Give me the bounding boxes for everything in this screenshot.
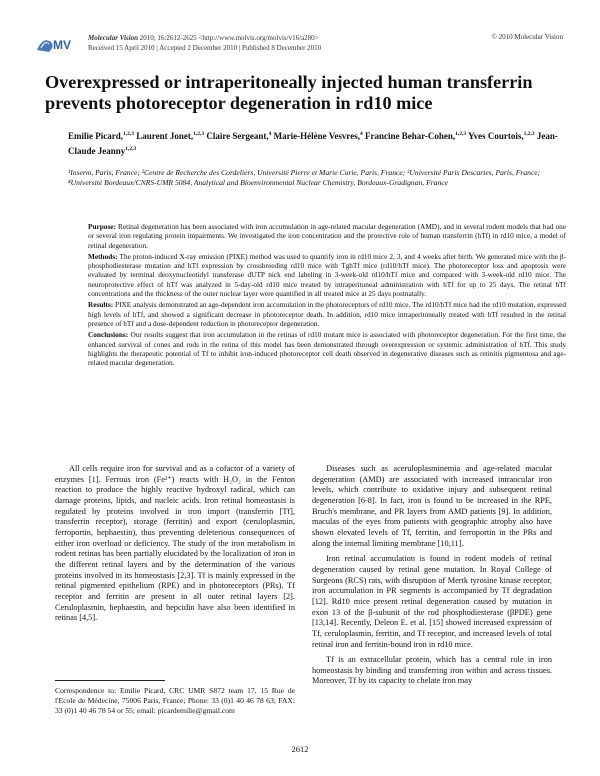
body-left-column [55, 464, 295, 629]
author-affiliation-sup: 1,2,3 [523, 131, 535, 137]
author-name: Yves Courtois,$^{1,2,3}$ [468, 131, 535, 141]
abstract-conclusions: Conclusions: Our results suggest that iron accumulation in the retinas of rd10 mutant mice is associated with photoreceptor degeneration. For the first time, the enhanced survival of cones and rods in the retina of this model has been demonstrated through overexpression or systemic administration of hTf. This study highlights the therapeutic potential of Tf to inhibit iron-induced photoreceptor cell death observed in degenerative diseases such as retinitis pigmentosa and age-related macular degeneration. [88, 330, 567, 368]
body-paragraph: Tf is an extracellular protein, which has a central role in iron homeostasis by binding and transferring iron within and across tissues. Moreover, Tf by its capacity to chelate iron may [312, 655, 552, 686]
body-paragraph: Iron retinal accumulation is found in rodent models of retinal degeneration caused by retinal gene mutation. In Royal College of Surgeons (RCS) rats, with disruption of Mertk tyrosine kinase receptor, iron accumulation in PR segments is accompanied by Tf degradation [12]. Rd10 mice present retinal degeneration caused by mutation in exon 13 of the β-subunit of the rod phosphodiesterase (βPDE) gene [13,14]. Recently, Deleon E. et al. [15] showed increased expression of Tf, ceruloplasmin, ferritin, and Tf receptor, and increased levels of total retinal iron and ferritin-bound iron in rd10 mice. [312, 554, 552, 649]
logo-text: MV [53, 38, 71, 52]
author-name: Marie-Hélène Vesvres,$^4$ [273, 131, 363, 141]
author-name: Laurent Jonet,$^{1,2,3}$ [136, 131, 205, 141]
journal-url[interactable]: <http://www.molvis.org/molvis/v16/a280> [198, 34, 319, 42]
body-paragraph: Diseases such as aceruloplasminemia and age-related macular degeneration (AMD) are associated with increased intraocular iron levels, which contribute to oxidative injury and subsequent retinal degeneration [6-8]. In fact, iron is found to be increased in the RPE, Bruch's membrane, and PR layers from AMD patients [9]. In addition, maculas of the eyes from patients with geographic atrophy also have shown elevated levels of Tf, ferritin, and ferroportin in the PRs and along the internal limiting membrane [10,11]. [312, 464, 552, 548]
page-number: 2612 [291, 744, 309, 754]
abstract-methods: Methods: The proton-induced X-ray emission (PIXE) method was used to quantify iron in rd10 mice 2, 3, and 4 weeks after birth. We generated mice with the β-phosphodiesterase mutation and hTf expression by crossbreeding rd10 mice with TghTf mice (rd10/hTf mice). The photoreceptor loss and apoptosis were evaluated by terminal deoxynucleotidyl transferase dUTP nick end labeling in 3-week-old rd10/hTf mice and compared with 3-week-old rd10 mice. The neuroprotective effect of hTf was analyzed in 5-day-old rd10 mice treated by intraperitoneal administration with hTf for up to 25 days. The retinal hTf concentrations and the thickness of the outer nuclear layer were quantified in all treated mice at 25 days postnatally. [88, 251, 566, 299]
author-affiliation-sup: 1,2,3 [193, 131, 205, 137]
author-affiliation-sup: 1,2,3 [123, 131, 134, 137]
affiliations: ¹Inserm, Paris, France; ²Centre de Recherche des Cordeliers, Université Pierre et Marie Curie, Paris, France; ³Université Paris Descartes, Paris, France; ⁴Université Bordeaux/CNRS-UMR 5084, Analytical and Bioenvironmental Nuclear Chemistry, Bordeaux-Gradignan, France [68, 168, 541, 188]
copyright: © 2010 Molecular Vision [491, 33, 563, 41]
author-affiliation-sup: 1,2,3 [125, 146, 137, 152]
abstract [88, 222, 566, 369]
correspondence: Correspondence to: Emilie Picard, CRC UMR S872 team 17, 15 Rue de l'Ecole de Médecine, 75006 Paris, France; Phone: 33 (0)1 40 46 78 63; FAX: 33 (0)1 40 46 78 54 or 55; email: picardemilie@gmail.com [55, 686, 295, 716]
author-name: Emilie Picard,$^{1,2,3}$ [68, 131, 134, 141]
body-right-column [312, 464, 552, 692]
journal-header [88, 33, 321, 53]
article-title: Overexpressed or intraperitoneally injected human transferrin prevents photoreceptor degeneration in rd10 mice [45, 72, 533, 113]
journal-logo [35, 34, 77, 54]
footnote-divider [55, 680, 165, 681]
author-name: Claire Sergeant,$^4$ [206, 131, 272, 141]
journal-name: Molecular Vision [88, 34, 138, 42]
publication-dates: Received 15 April 2010 | Accepted 2 December 2010 | Published 8 December 2010 [88, 44, 322, 52]
abstract-purpose: Purpose: Retinal degeneration has been associated with iron accumulation in age-related macular degeneration (AMD), and in several rodent models that had one or several iron regulating protein impairments. We investigated the iron concentration and the protective role of human transferrin (hTf) in rd10 mice, a model of retinal degeneration. [88, 222, 566, 250]
author-list [68, 128, 568, 158]
author-name: Jean-Claude Jeanny$^{1,2,3}$ [68, 131, 558, 156]
abstract-results: Results: PIXE analysis demonstrated an age-dependent iron accumulation in the photoreceptors of rd10 mice. The rd10/hTf mice had the rd10 mutation, expressed high levels of hTf, and showed a significant decrease in photoreceptor death. In addition, rd10 mice intraperitoneally treated with hTf resulted in the retinal presence of hTf and a dose-dependent reduction in photoreceptor degeneration. [88, 300, 567, 328]
author-affiliation-sup: 1,2,3 [455, 131, 467, 137]
author-affiliation-sup: 4 [359, 131, 363, 137]
body-paragraph: All cells require iron for survival and as a cofactor of a variety of enzymes [1]. Ferrous iron (Fe²⁺) reacts with H₂O₂ in the Fenton reaction to produce the highly reactive hydroxyl radical, which can damage proteins, lipids, and nucleic acids. Iron retinal homeostasis is regulated by proteins involved in iron import (transferrin [Tf], transferrin receptor), storage (ferritin) and export (ceruloplasmin, ferroportin, hephaestin), thus preventing deleterious consequences of either iron overload or deficiency. The study of the iron metabolism in rodent retinas has been partially elucidated by the localization of iron in the different retinal layers and by the determination of the various proteins involved in its homeostasis [2,3]. Tf is mainly expressed in the retinal pigmented epithelium (RPE) and in photoreceptors (PRs). Tf receptor and ferritin are present in all outer retinal layers [2]. Ceruloplasmin, hephaestin, and hepcidin have also been identified in retinas [4,5]. [55, 464, 295, 623]
author-name: Francine Behar-Cohen,$^{1,2,3}$ [364, 131, 467, 141]
author-affiliation-sup: 4 [268, 131, 272, 137]
citation: 2010; 16:2612-2625 [139, 34, 197, 42]
